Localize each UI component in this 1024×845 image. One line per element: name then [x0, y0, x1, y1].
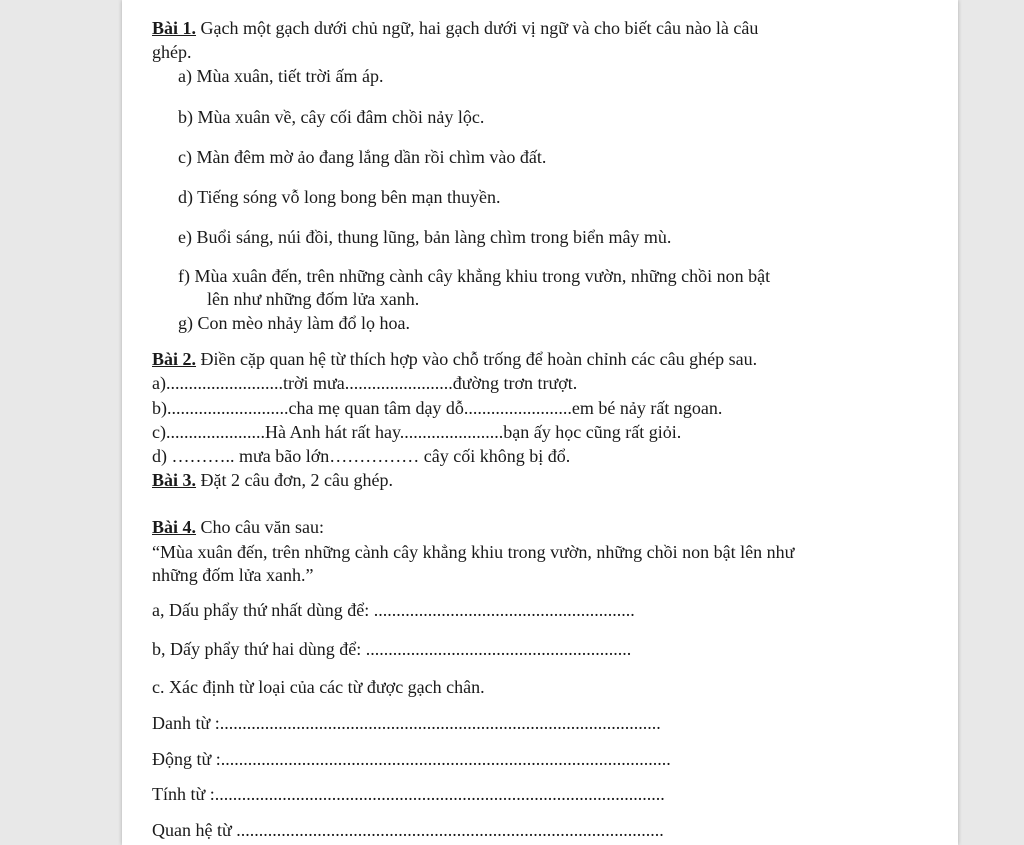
bai1-item-f: f) Mùa xuân đến, trên những cành cây khẳng khiu trong vườn, những chồi non bật	[178, 266, 771, 286]
bai1-item-f-cont: lên như những đốm lửa xanh.	[207, 289, 420, 309]
bai4-text: Cho câu văn sau:	[196, 517, 324, 537]
bai1-text: Gạch một gạch dưới chủ ngữ, hai gạch dưới vị ngữ và cho biết câu nào là câu	[196, 18, 759, 38]
document-page	[122, 0, 958, 845]
bai1-item-g: g) Con mèo nhảy làm đổ lọ hoa.	[178, 313, 410, 333]
bai1-label: Bài 1.	[152, 18, 197, 38]
bai4-danh-tu: Danh từ :..................................................................................................	[152, 713, 661, 733]
bai4-question-a: a, Dấu phẩy thứ nhất dùng để: ..........................................................	[152, 600, 635, 620]
bai1-item-d: d) Tiếng sóng vỗ long bong bên mạn thuyền.	[178, 187, 501, 207]
bai4-quote-line2: những đốm lửa xanh.”	[152, 565, 314, 585]
bai4-label: Bài 4.	[152, 517, 197, 537]
bai2-item-d: d) ……….. mưa bão lớn…………… cây cối không bị đổ.	[152, 446, 571, 466]
bai2-text: Điền cặp quan hệ từ thích hợp vào chỗ trống để hoàn chỉnh các câu ghép sau.	[196, 349, 758, 369]
bai1-item-b: b) Mùa xuân về, cây cối đâm chồi nảy lộc.	[178, 107, 485, 127]
bai4-question-c: c. Xác định từ loại của các từ được gạch chân.	[152, 677, 485, 697]
bai1-text-cont: ghép.	[152, 42, 192, 62]
bai4-quan-he-tu: Quan hệ từ ...............................................................................................	[152, 820, 664, 840]
bai4-quote-line1: “Mùa xuân đến, trên những cành cây khẳng khiu trong vườn, những chồi non bật lên như	[152, 542, 795, 562]
bai4-question-b: b, Dấy phẩy thứ hai dùng để: ...........................................................	[152, 639, 632, 659]
bai4-dong-tu: Động từ :....................................................................................................	[152, 749, 671, 769]
bai1-item-e: e) Buổi sáng, núi đồi, thung lũng, bản làng chìm trong biển mây mù.	[178, 227, 672, 247]
bai4-heading	[152, 516, 324, 538]
bai3-heading	[152, 469, 393, 491]
bai2-item-c: c)......................Hà Anh hát rất hay.......................bạn ấy học cũng rất giỏi.	[152, 422, 682, 442]
bai4-tinh-tu: Tính từ :....................................................................................................	[152, 784, 665, 804]
bai1-item-a: a) Mùa xuân, tiết trời ấm áp.	[178, 66, 384, 86]
bai1-item-c: c) Màn đêm mờ ảo đang lắng dần rồi chìm vào đất.	[178, 147, 547, 167]
bai2-item-a: a)..........................trời mưa........................đường trơn trượt.	[152, 373, 578, 393]
bai2-label: Bài 2.	[152, 349, 197, 369]
bai1-heading	[152, 17, 758, 39]
bai2-heading	[152, 348, 757, 370]
bai3-label: Bài 3.	[152, 470, 197, 490]
bai3-text: Đặt 2 câu đơn, 2 câu ghép.	[196, 470, 393, 490]
bai2-item-b: b)...........................cha mẹ quan tâm dạy dỗ........................em bé nảy rất ngoan.	[152, 398, 723, 418]
